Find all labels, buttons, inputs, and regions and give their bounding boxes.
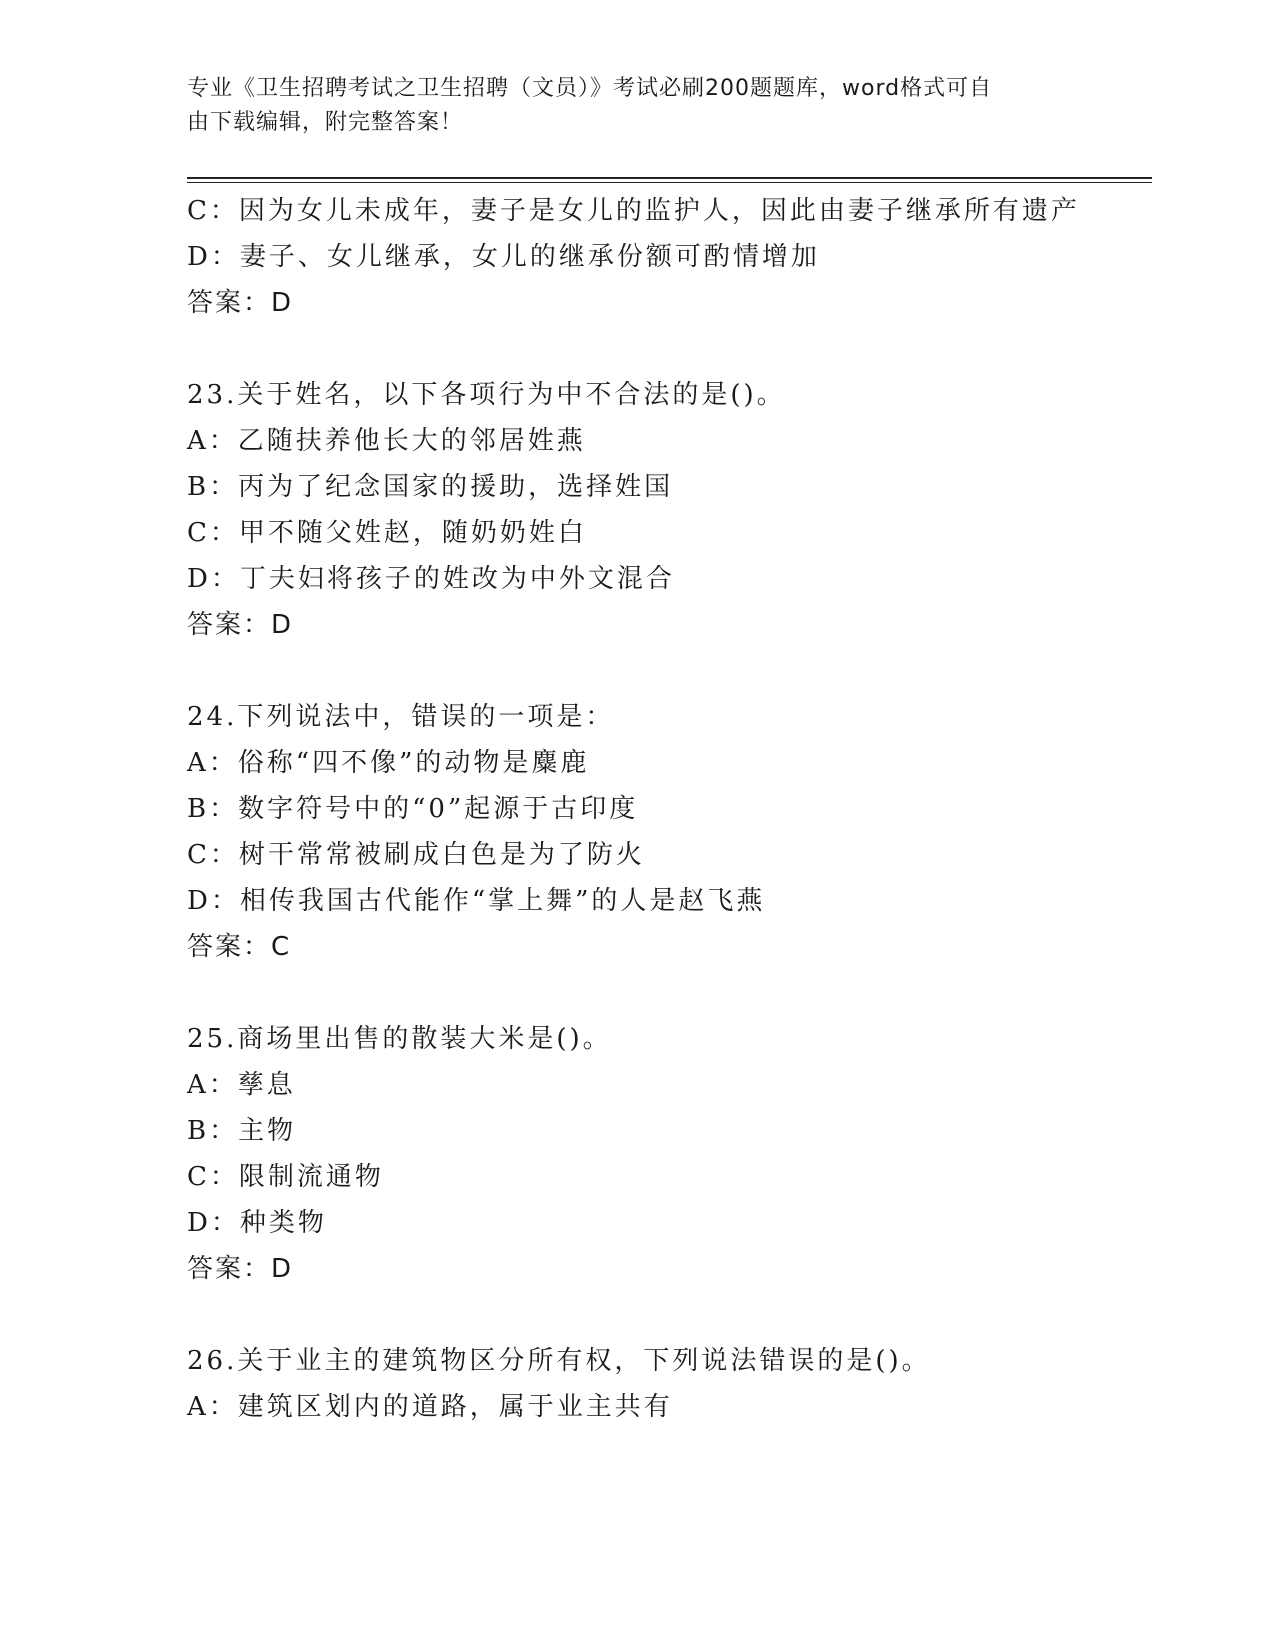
option-d: D：种类物 xyxy=(187,1208,327,1238)
header-line-2: 由下载编辑，附完整答案！ xyxy=(187,110,464,135)
option-a: A：乙随扶养他长大的邻居姓燕 xyxy=(187,426,586,456)
question-block xyxy=(187,1016,1147,1292)
document-header xyxy=(187,72,1087,140)
question-list xyxy=(187,188,1147,1430)
option-d: D：妻子、女儿继承，女儿的继承份额可酌情增加 xyxy=(187,242,820,272)
option-c: C：树干常常被刷成白色是为了防火 xyxy=(187,840,645,870)
block-spacer xyxy=(187,970,1147,1016)
block-spacer xyxy=(187,1292,1147,1338)
question-block xyxy=(187,188,1147,326)
question-block xyxy=(187,1338,1147,1430)
answer-line: 答案：D xyxy=(187,610,294,640)
block-spacer xyxy=(187,326,1147,372)
option-d: D：丁夫妇将孩子的姓改为中外文混合 xyxy=(187,564,675,594)
option-b: B：数字符号中的“0”起源于古印度 xyxy=(187,794,639,824)
question-block xyxy=(187,372,1147,648)
answer-line: 答案：D xyxy=(187,288,294,318)
question-block xyxy=(187,694,1147,970)
option-d: D：相传我国古代能作“掌上舞”的人是赵飞燕 xyxy=(187,886,766,916)
answer-line: 答案：C xyxy=(187,932,292,962)
header-divider-thin xyxy=(187,182,1152,183)
header-line-1: 专业《卫生招聘考试之卫生招聘（文员）》考试必刷200题题库，word格式可自 xyxy=(187,76,993,101)
option-a: A：俗称“四不像”的动物是麋鹿 xyxy=(187,748,590,778)
block-spacer xyxy=(187,648,1147,694)
option-c: C：限制流通物 xyxy=(187,1162,384,1192)
question-text: 26.关于业主的建筑物区分所有权，下列说法错误的是()。 xyxy=(187,1346,931,1376)
option-a: A：建筑区划内的道路，属于业主共有 xyxy=(187,1392,673,1422)
question-text: 23.关于姓名，以下各项行为中不合法的是()。 xyxy=(187,380,786,410)
option-a: A：孳息 xyxy=(187,1070,296,1100)
question-text: 24.下列说法中，错误的一项是： xyxy=(187,702,615,732)
option-b: B：主物 xyxy=(187,1116,297,1146)
option-c: C：甲不随父姓赵，随奶奶姓白 xyxy=(187,518,587,548)
question-text: 25.商场里出售的散装大米是()。 xyxy=(187,1024,612,1054)
option-c: C：因为女儿未成年，妻子是女儿的监护人，因此由妻子继承所有遗产 xyxy=(187,196,1080,226)
answer-line: 答案：D xyxy=(187,1254,294,1284)
option-b: B：丙为了纪念国家的援助，选择姓国 xyxy=(187,472,674,502)
header-divider-thick xyxy=(187,177,1152,179)
